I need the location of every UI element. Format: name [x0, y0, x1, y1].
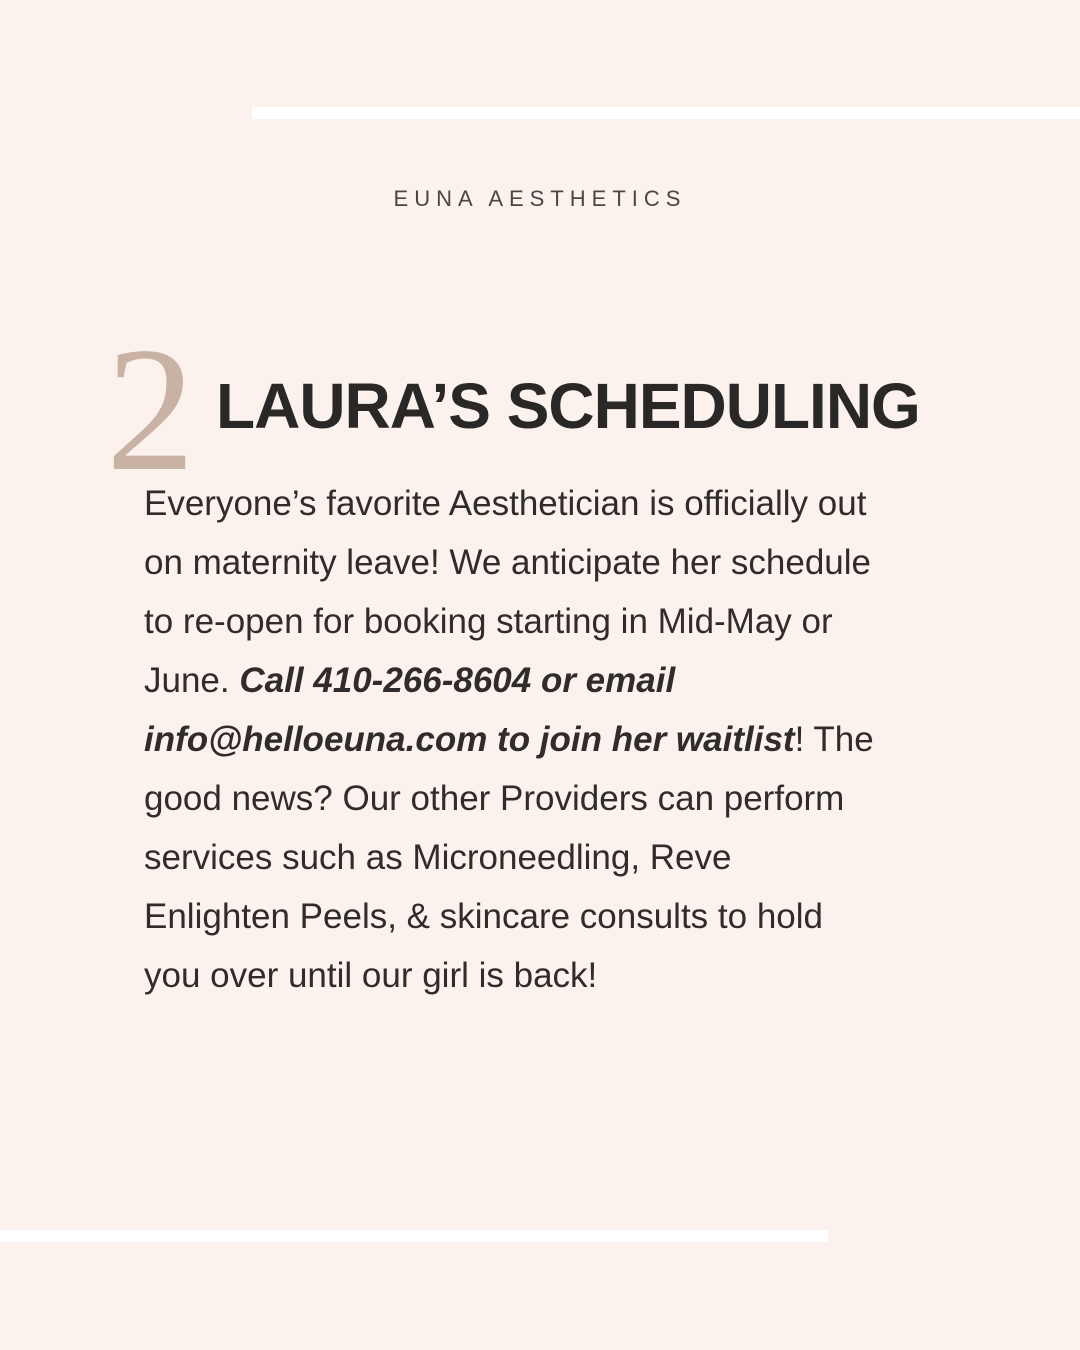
bottom-divider — [0, 1230, 828, 1242]
body-outro: ! The good news? Our other Providers can perform services such as Microneedling, Reve Enlighten Peels, & skincare consults to hold you over until our girl is back! — [144, 720, 874, 995]
brand-name: EUNA AESTHETICS — [393, 186, 687, 211]
section-title: LAURA’S SCHEDULING — [216, 370, 920, 442]
body-intro: Everyone’s favorite Aesthetician is officially out on maternity leave! We anticipate her schedule to re-open for booking starting in Mid-May or June. — [144, 484, 871, 700]
top-divider — [252, 107, 1080, 119]
waitlist-call-to-action: Call 410-266-8604 or email info@helloeuna.com to join her waitlist — [144, 661, 795, 759]
body-paragraph — [144, 474, 884, 1005]
section-number: 2 — [106, 310, 195, 508]
